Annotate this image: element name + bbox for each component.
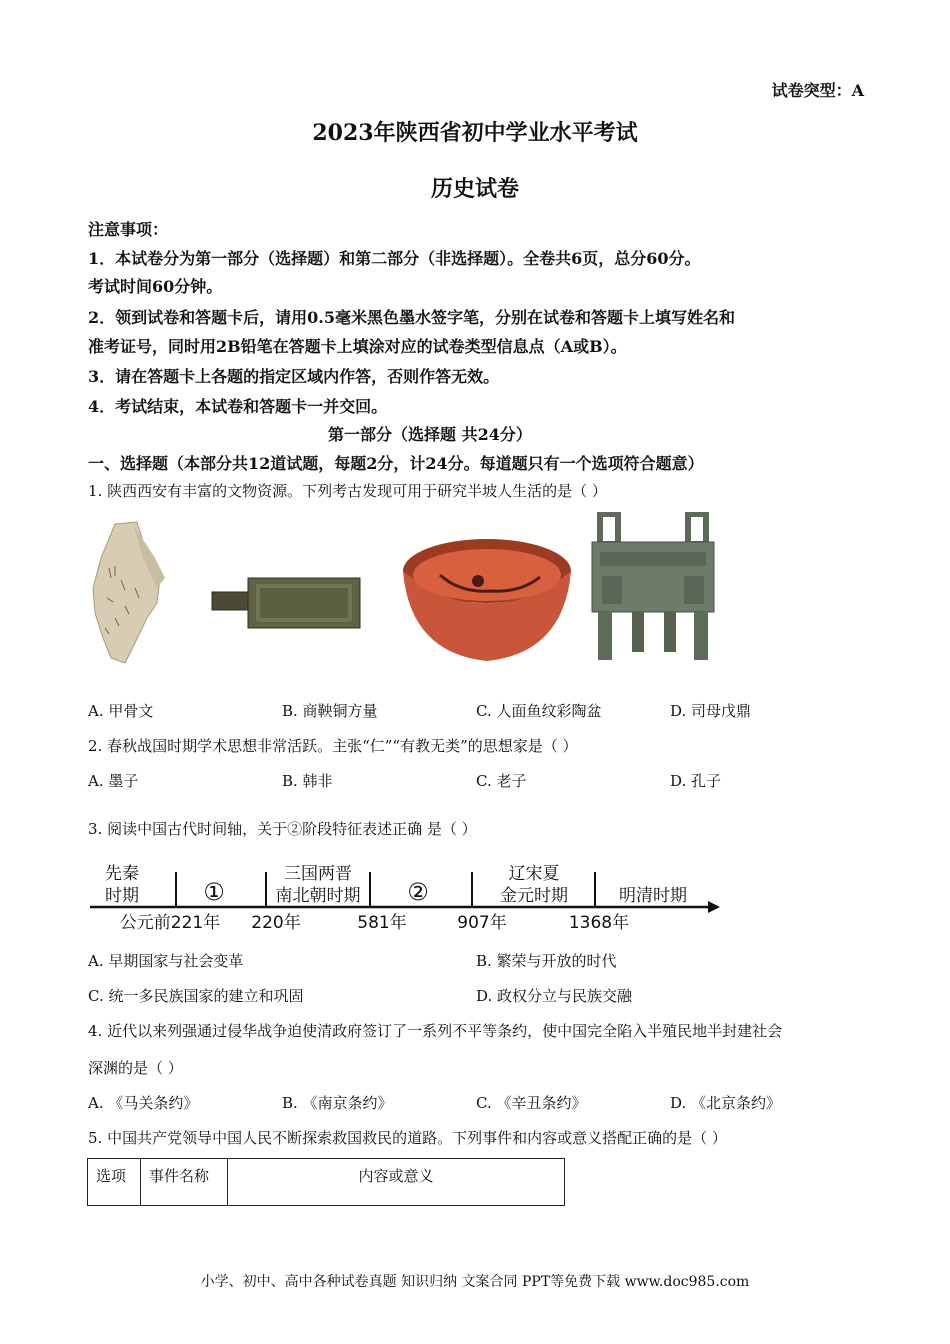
table-header-cell: 事件名称: [141, 1159, 228, 1206]
shang-yang-bronze-measure-image: [208, 574, 363, 634]
timeline-date-label: 581年: [357, 913, 407, 933]
oracle-bone-image: [85, 518, 175, 668]
paper-type-label: 试卷突型：A: [771, 81, 864, 100]
question-4-option-d: D. 《北京条约》: [670, 1094, 782, 1112]
notice-heading: 注意事项：: [88, 220, 169, 239]
question-4-option-a: A. 《马关条约》: [88, 1094, 199, 1112]
notice-item: 1．本试卷分为第一部分（选择题）和第二部分（非选择题）。全卷共6页，总分60分。: [88, 249, 701, 268]
timeline-period-label: 金元时期: [500, 886, 568, 906]
timeline-period-label: 时期: [105, 886, 139, 906]
timeline-period-label: 先秦: [105, 864, 139, 884]
question-1-option-c: C. 人面鱼纹彩陶盆: [476, 702, 602, 720]
question-3-option-a: A. 早期国家与社会变革: [88, 952, 244, 970]
notice-item: 4．考试结束，本试卷和答题卡一并交回。: [88, 397, 388, 416]
question-3-option-c: C. 统一多民族国家的建立和巩固: [88, 987, 304, 1005]
simuwu-ding-image: [588, 512, 718, 662]
question-2-option-c: C. 老子: [476, 772, 527, 790]
question-4-option-c: C. 《辛丑条约》: [476, 1094, 587, 1112]
timeline-period-label: 三国两晋: [284, 864, 352, 884]
timeline-date-label: 公元前221年: [119, 913, 221, 933]
question-3-stem: 3. 阅读中国古代时间轴，关于②阶段特征表述正确 是（ ）: [88, 820, 477, 838]
page-footer: 小学、初中、高中各种试卷真题 知识归纳 文案合同 PPT等免费下载 www.doc985.com: [200, 1274, 750, 1290]
question-2-stem: 2. 春秋战国时期学术思想非常活跃。主张“仁”“有教无类”的思想家是（ ）: [88, 737, 578, 755]
ancient-china-timeline: [88, 858, 728, 938]
notice-item: 3．请在答题卡上各题的指定区域内作答，否则作答无效。: [88, 367, 500, 386]
painted-pottery-basin-image: [400, 535, 575, 665]
question-4-stem: 4. 近代以来列强通过侵华战争迫使清政府签订了一系列不平等条约，使中国完全陷入半殖民地半封建社会: [88, 1022, 783, 1040]
table-header-cell: 选项: [88, 1159, 141, 1206]
question-2-option-b: B. 韩非: [282, 772, 333, 790]
question-1-option-d: D. 司母戊鼎: [670, 702, 752, 720]
question-5-stem: 5. 中国共产党领导中国人民不断探索救国救民的道路。下列事件和内容或意义搭配正确的是（ ）: [88, 1129, 727, 1147]
question-1-option-b: B. 商鞅铜方量: [282, 702, 378, 720]
timeline-stage-marker: ②: [407, 878, 429, 906]
timeline-date-label: 907年: [457, 913, 507, 933]
question-2-option-a: A. 墨子: [88, 772, 139, 790]
timeline-date-label: 1368年: [568, 913, 630, 933]
notice-item: 考试时间60分钟。: [88, 277, 223, 296]
table-header-row: [88, 1159, 565, 1206]
table-header-cell: 内容或意义: [228, 1159, 565, 1206]
question-3-option-d: D. 政权分立与民族交融: [476, 987, 633, 1005]
question-1-option-a: A. 甲骨文: [88, 702, 154, 720]
part1-heading: 第一部分（选择题 共24分）: [328, 425, 532, 444]
question-1-stem: 1. 陕西西安有丰富的文物资源。下列考古发现可用于研究半坡人生活的是（ ）: [88, 482, 607, 500]
timeline-period-label: 南北朝时期: [275, 886, 361, 906]
exam-title: 2023年陕西省初中学业水平考试: [312, 120, 638, 146]
question-2-option-d: D. 孔子: [670, 772, 722, 790]
timeline-date-label: 220年: [251, 913, 301, 933]
notice-item: 准考证号，同时用2B铅笔在答题卡上填涂对应的试卷类型信息点（A或B）。: [88, 337, 627, 356]
question-3-option-b: B. 繁荣与开放的时代: [476, 952, 617, 970]
notice-item: 2．领到试卷和答题卡后，请用0.5毫米黑色墨水签字笔，分别在试卷和答题卡上填写姓名和: [88, 308, 735, 327]
timeline-period-label: 辽宋夏: [508, 864, 560, 884]
question-5-table: [87, 1158, 565, 1206]
question-4-stem-continued: 深渊的是（ ）: [88, 1059, 183, 1077]
timeline-stage-marker: ①: [203, 878, 225, 906]
question-4-option-b: B. 《南京条约》: [282, 1094, 393, 1112]
timeline-period-label: 明清时期: [619, 886, 687, 906]
exam-subtitle: 历史试卷: [430, 176, 519, 202]
section1-heading: 一、选择题（本部分共12道试题，每题2分，计24分。每道题只有一个选项符合题意）: [88, 454, 704, 473]
